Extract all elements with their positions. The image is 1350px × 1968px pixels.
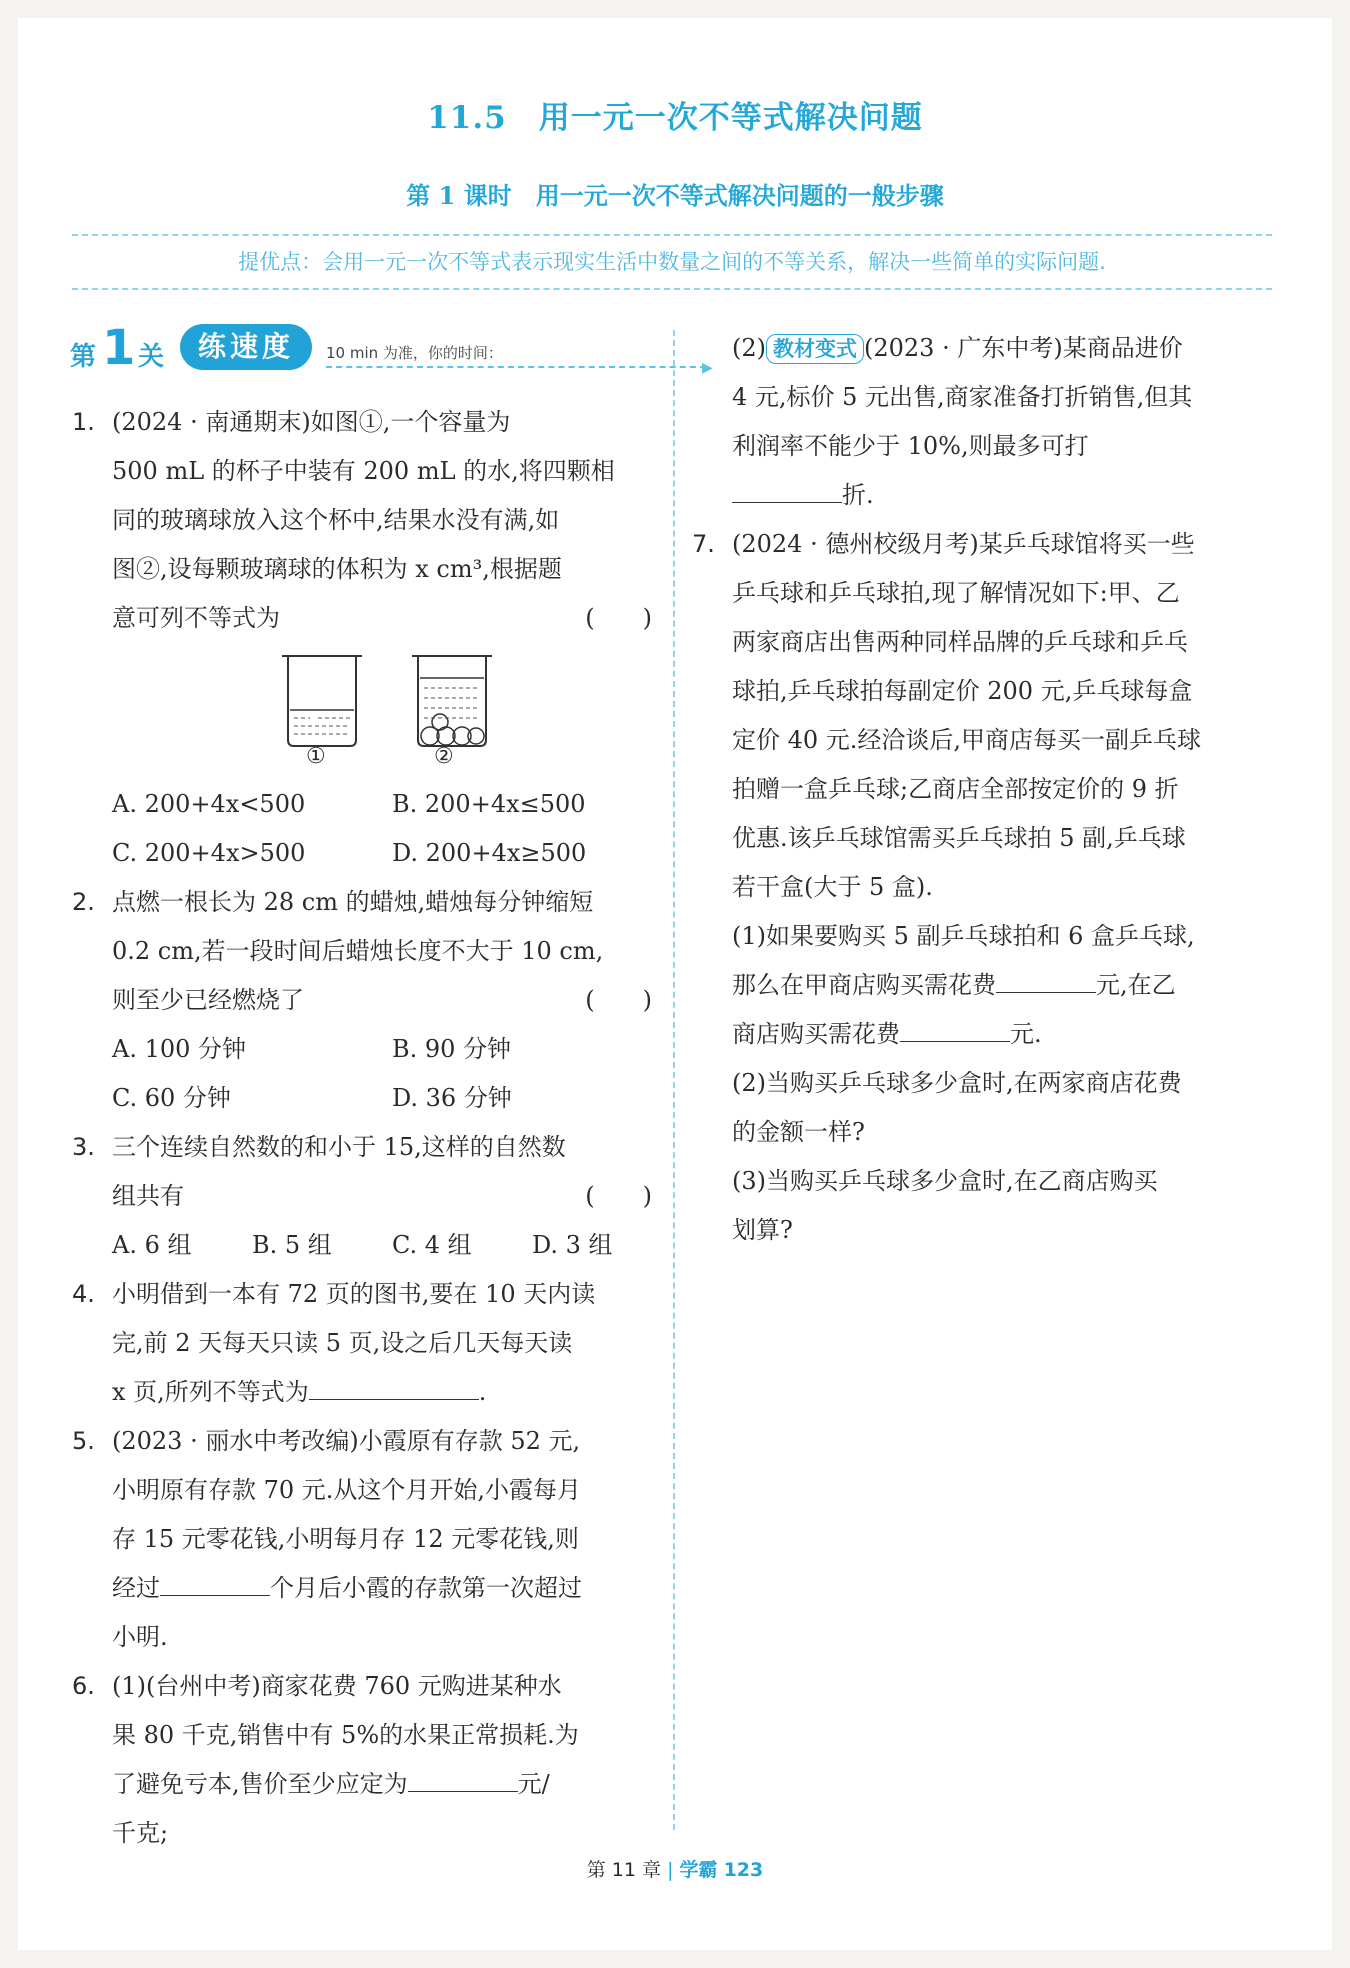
answer-blank[interactable] <box>408 1763 518 1792</box>
figure-2-label: ② <box>434 744 454 769</box>
q6-line-3: 了避免亏本,售价至少应定为 <box>112 1770 408 1798</box>
q7-line-1: (2024 · 德州校级月考)某乒乓球馆将买一些 <box>732 530 1195 558</box>
option-c: C. 60 分钟 <box>112 1084 231 1112</box>
option-d: D. 3 组 <box>532 1231 613 1259</box>
answer-blank[interactable] <box>160 1567 270 1596</box>
q5-line-4: 经过 <box>112 1574 160 1602</box>
q6-part2-line-1: (2023 · 广东中考)某商品进价 <box>864 334 1183 362</box>
option-d: D. 200+4x≥500 <box>392 839 587 867</box>
q6-line-3-end: 元/ <box>517 1770 550 1798</box>
question-6-part-2 <box>732 324 1282 520</box>
footer-separator: | <box>667 1859 674 1881</box>
option-a: A. 200+4x<500 <box>112 790 306 818</box>
question-number: 4. <box>72 1280 95 1308</box>
figure-1-label: ① <box>306 744 326 769</box>
q6-part2-label: (2) <box>732 334 766 362</box>
q4-line-1: 小明借到一本有 72 页的图书,要在 10 天内读 <box>112 1280 596 1308</box>
lesson-subtitle: 第 1 课时 用一元一次不等式解决问题的一般步骤 <box>406 181 944 210</box>
q3-line-2: 组共有 <box>112 1182 184 1210</box>
question-6 <box>72 1662 652 1858</box>
q5-line-4-end: 个月后小霞的存款第一次超过 <box>270 1574 582 1602</box>
q6-line-1: (1)(台州中考)商家花费 760 元购进某种水 <box>112 1672 562 1700</box>
answer-bracket: ( ) <box>585 604 652 632</box>
page-title: 11.5 用一元一次不等式解决问题 <box>427 100 923 136</box>
q7-sub1-line-3: 商店购买需花费 <box>732 1020 900 1048</box>
q4-line-3: x 页,所列不等式为 <box>112 1378 309 1406</box>
section-header <box>70 320 713 376</box>
q6-part2-line-4: 折. <box>842 481 874 509</box>
divider-top <box>72 234 1272 236</box>
q6-part2-line-2: 4 元,标价 5 元出售,商家准备打折销售,但其 <box>732 383 1193 411</box>
option-a: A. 100 分钟 <box>112 1035 247 1063</box>
option-b: B. 5 组 <box>252 1231 332 1259</box>
beaker-2-icon <box>412 656 492 746</box>
q7-line-5: 定价 40 元.经洽谈后,甲商店每买一副乒乓球 <box>732 726 1202 754</box>
answer-blank[interactable] <box>996 964 1096 993</box>
q3-line-1: 三个连续自然数的和小于 15,这样的自然数 <box>112 1133 566 1161</box>
question-number: 7. <box>692 530 715 558</box>
beaker-1-icon <box>282 656 362 746</box>
divider-bottom <box>72 288 1272 290</box>
page-footer <box>0 1855 1350 1882</box>
question-4 <box>72 1270 652 1417</box>
q1-line-4: 图②,设每颗玻璃球的体积为 x cm³,根据题 <box>112 555 562 583</box>
q1-line-1: (2024 · 南通期末)如图①,一个容量为 <box>112 408 511 436</box>
q6-part2-line-3: 利润率不能少于 10%,则最多可打 <box>732 432 1089 460</box>
question-number: 5. <box>72 1427 95 1455</box>
question-2 <box>72 878 652 1025</box>
option-d: D. 36 分钟 <box>392 1084 512 1112</box>
section-guan: 关 <box>138 342 165 372</box>
answer-blank[interactable] <box>309 1371 479 1400</box>
answer-blank[interactable] <box>732 474 842 503</box>
q7-sub3-line-1: (3)当购买乒乓球多少盒时,在乙商店购买 <box>732 1167 1158 1195</box>
q7-sub1-line-2: 那么在甲商店购买需花费 <box>732 971 996 999</box>
question-7 <box>692 520 1282 1255</box>
option-b: B. 200+4x≤500 <box>392 790 586 818</box>
option-b: B. 90 分钟 <box>392 1035 512 1063</box>
answer-bracket: ( ) <box>585 986 652 1014</box>
option-a: A. 6 组 <box>112 1231 192 1259</box>
question-1 <box>72 398 652 643</box>
q5-line-3: 存 15 元零花钱,小明每月存 12 元零花钱,则 <box>112 1525 579 1553</box>
q7-line-7: 优惠.该乒乓球馆需买乒乓球拍 5 副,乒乓球 <box>732 824 1186 852</box>
option-c: C. 200+4x>500 <box>112 839 306 867</box>
answer-bracket: ( ) <box>585 1182 652 1210</box>
question-3 <box>72 1123 652 1221</box>
chapter-label: 第 11 章 <box>586 1859 662 1881</box>
q7-sub2-line-2: 的金额一样? <box>732 1118 865 1146</box>
textbook-variant-tag: 教材变式 <box>766 334 864 364</box>
q1-line-2: 500 mL 的杯子中装有 200 mL 的水,将四颗相 <box>112 457 615 485</box>
q7-sub2-line-1: (2)当购买乒乓球多少盒时,在两家商店花费 <box>732 1069 1182 1097</box>
q7-line-4: 球拍,乒乓球拍每副定价 200 元,乒乓球每盒 <box>732 677 1193 705</box>
q5-line-1: (2023 · 丽水中考改编)小霞原有存款 52 元, <box>112 1427 581 1455</box>
q6-line-4: 千克; <box>112 1819 169 1847</box>
section-badge: 练速度 <box>180 324 312 370</box>
q4-line-3-end: . <box>478 1378 487 1406</box>
q7-line-8: 若干盒(大于 5 盒). <box>732 873 933 901</box>
q2-line-1: 点燃一根长为 28 cm 的蜡烛,蜡烛每分钟缩短 <box>112 888 594 916</box>
q7-sub3-line-2: 划算? <box>732 1216 793 1244</box>
q4-line-2: 完,前 2 天每天只读 5 页,设之后几天每天读 <box>112 1329 573 1357</box>
answer-blank[interactable] <box>900 1013 1010 1042</box>
q1-line-3: 同的玻璃球放入这个杯中,结果水没有满,如 <box>112 506 560 534</box>
timer-arrow-line <box>326 366 706 368</box>
section-di: 第 <box>70 342 97 372</box>
q1-line-5: 意可列不等式为 <box>112 604 280 632</box>
q7-line-6: 拍赠一盒乒乓球;乙商店全部按定价的 9 折 <box>732 775 1179 803</box>
q2-line-2: 0.2 cm,若一段时间后蜡烛长度不大于 10 cm, <box>112 937 604 965</box>
q6-line-2: 果 80 千克,销售中有 5%的水果正常损耗.为 <box>112 1721 579 1749</box>
question-number: 6. <box>72 1672 95 1700</box>
question-number: 1. <box>72 408 95 436</box>
arrow-right-icon: ▶ <box>702 360 713 376</box>
section-number: 1 <box>102 320 136 376</box>
q7-sub1-line-1: (1)如果要购买 5 副乒乓球拍和 6 盒乒乓球, <box>732 922 1195 950</box>
timer-text: 10 min 为准，你的时间： <box>326 344 503 362</box>
q7-sub1-line-2-end: 元,在乙 <box>1096 971 1176 999</box>
tip-text: 提优点：会用一元一次不等式表示现实生活中数量之间的不等关系，解决一些简单的实际问题. <box>238 250 1106 274</box>
q2-line-3: 则至少已经燃烧了 <box>112 986 304 1014</box>
page-number: 123 <box>723 1859 764 1881</box>
q7-line-3: 两家商店出售两种同样品牌的乒乓球和乒乓 <box>732 628 1188 656</box>
q7-sub1-line-3-end: 元. <box>1010 1020 1042 1048</box>
question-number: 3. <box>72 1133 95 1161</box>
option-c: C. 4 组 <box>392 1231 472 1259</box>
question-5 <box>72 1417 652 1662</box>
question-number: 2. <box>72 888 95 916</box>
q7-line-2: 乒乓球和乒乓球拍,现了解情况如下:甲、乙 <box>732 579 1180 607</box>
brand-label: 学霸 <box>679 1859 718 1881</box>
column-divider <box>673 330 675 1830</box>
q5-line-2: 小明原有存款 70 元.从这个月开始,小霞每月 <box>112 1476 582 1504</box>
q5-line-5: 小明. <box>112 1623 168 1651</box>
